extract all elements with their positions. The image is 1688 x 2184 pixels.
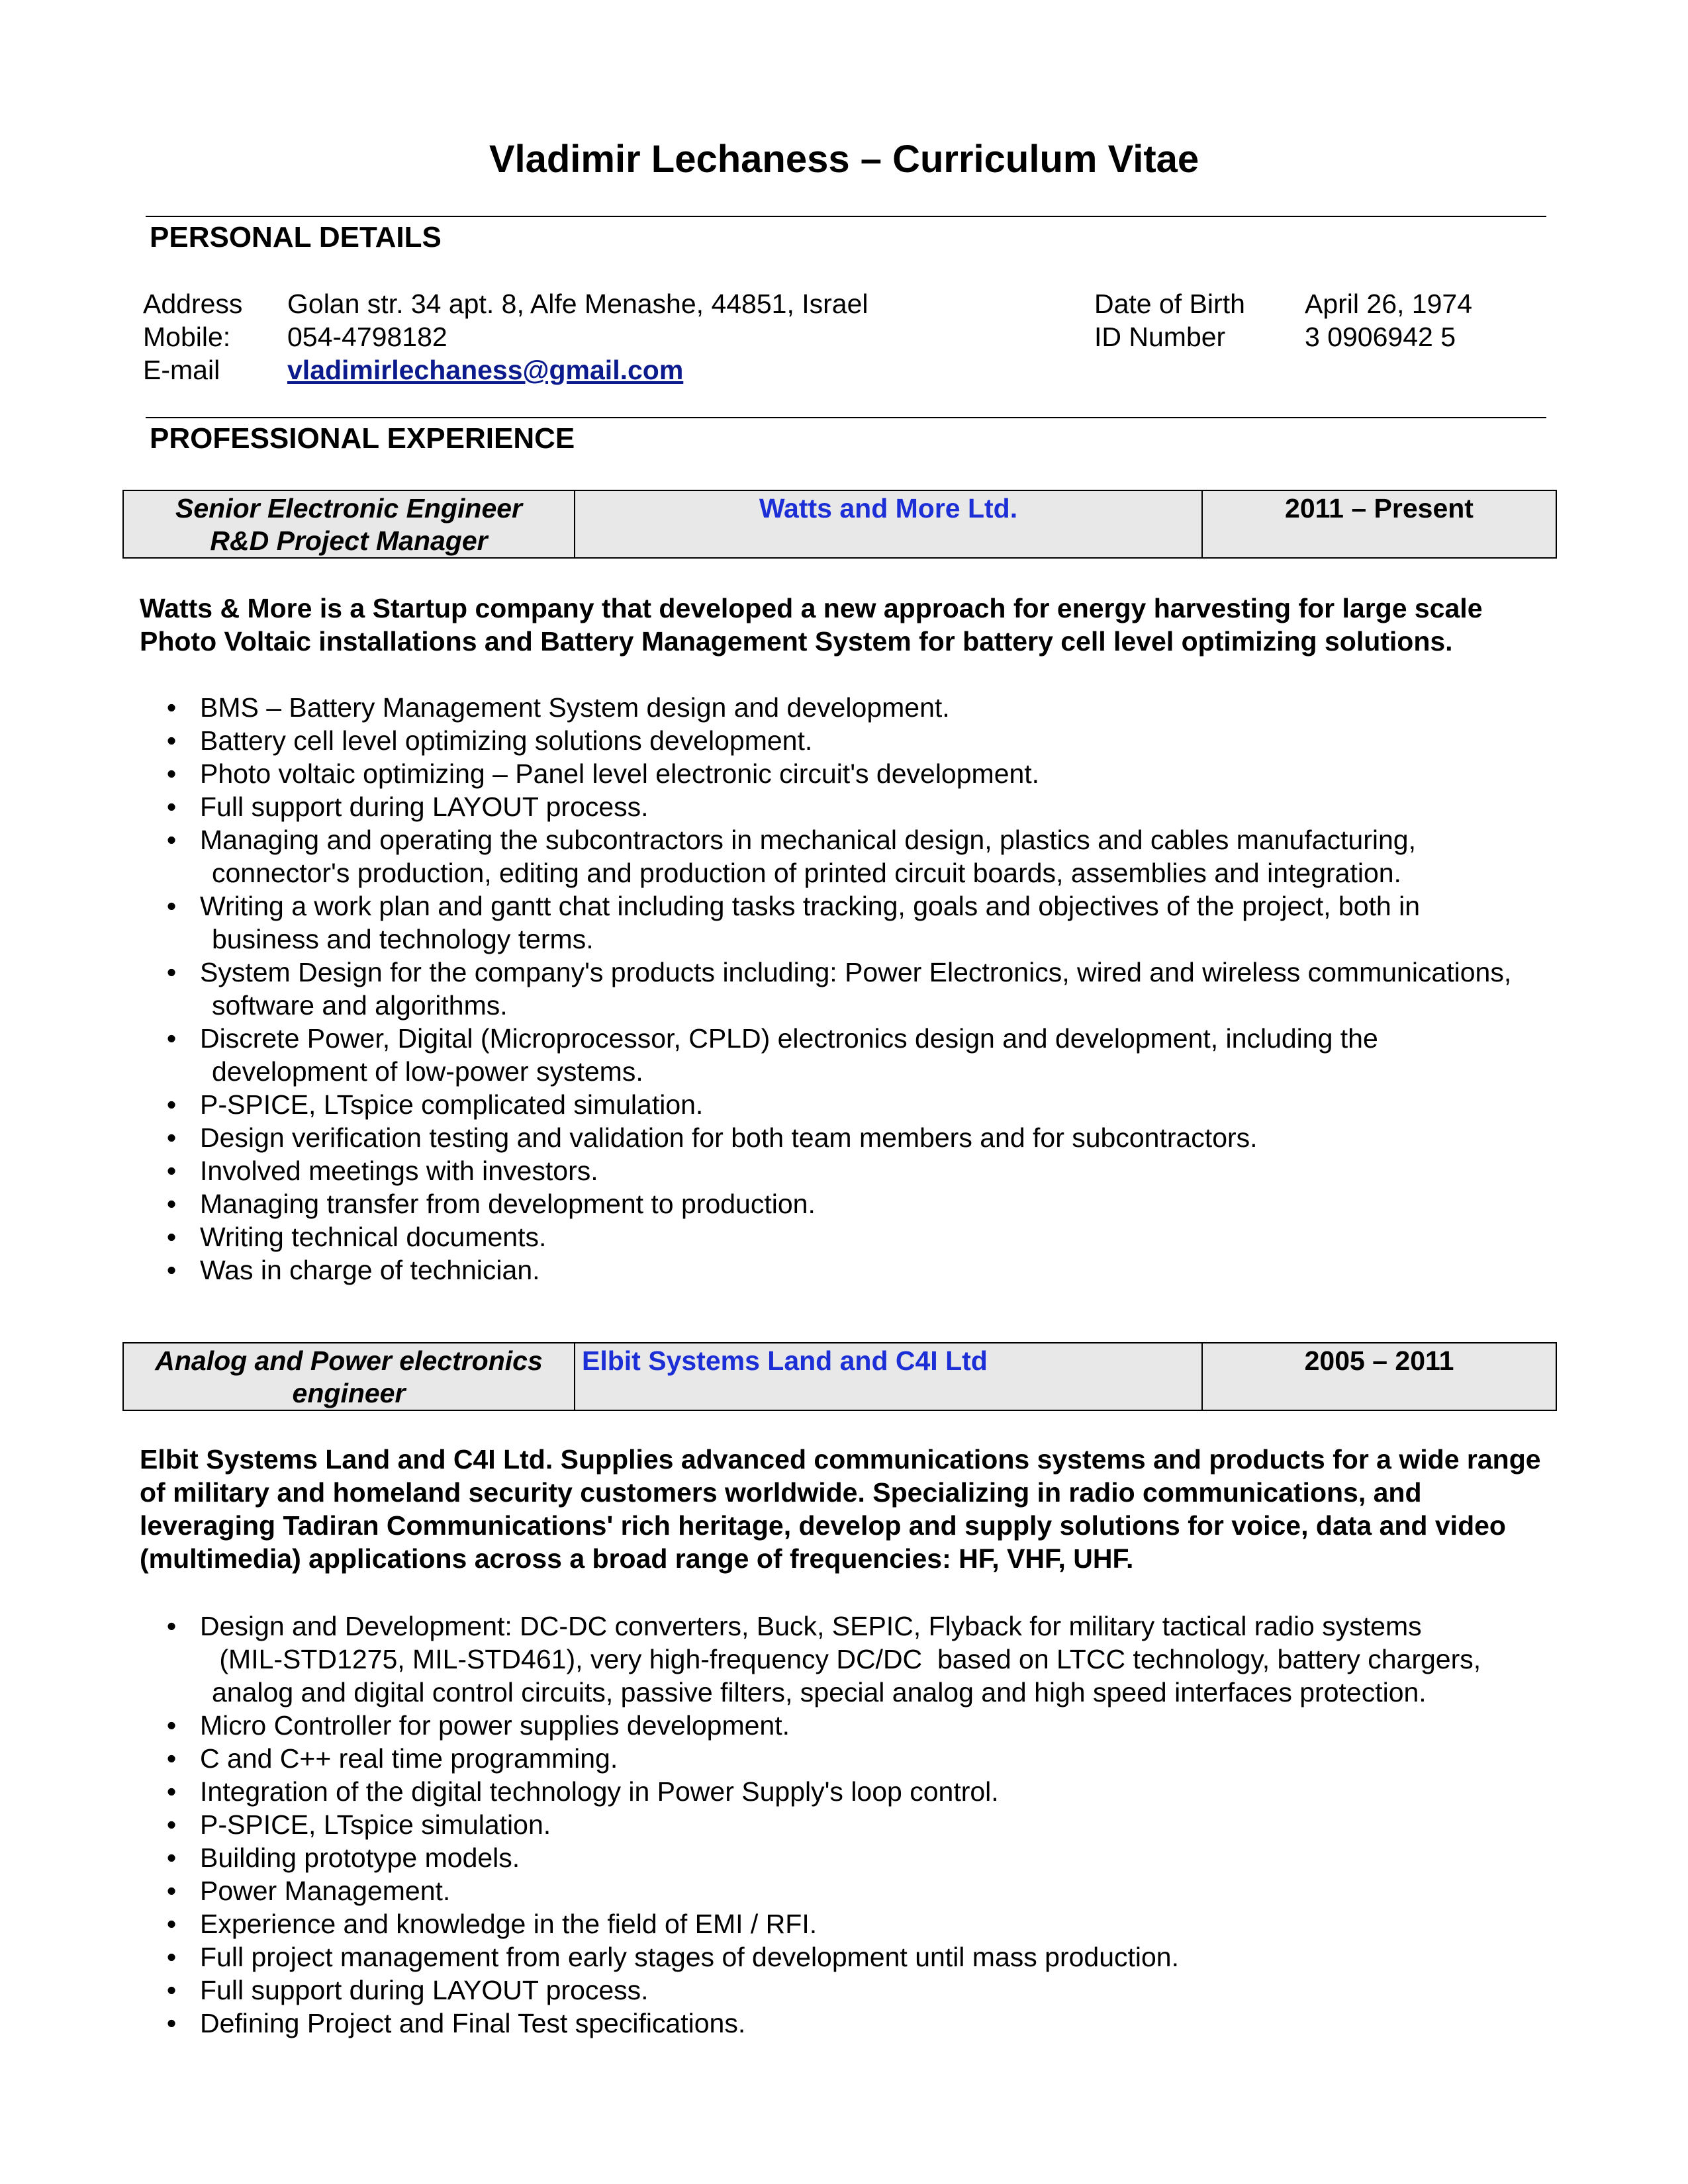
list-item	[159, 1775, 1556, 1808]
list-item-text: Involved meetings with investors.	[200, 1156, 598, 1186]
list-item-text: Managing and operating the subcontractors in mechanical design, plastics and cables manufacturing,	[200, 825, 1416, 855]
bullet-icon: •	[166, 792, 177, 822]
list-item	[159, 1187, 1556, 1220]
bullet-icon: •	[166, 725, 177, 756]
list-item	[159, 1088, 1556, 1121]
bullet-icon: •	[166, 1876, 177, 1906]
bullet-icon: •	[166, 692, 177, 723]
list-item-text: Design verification testing and validation for both team members and for subcontractors.	[200, 1122, 1258, 1153]
list-item-text: Integration of the digital technology in Power Supply's loop control.	[200, 1776, 999, 1807]
list-item	[159, 1841, 1556, 1874]
job-dates: 2005 – 2011	[1202, 1343, 1556, 1410]
list-item-text: BMS – Battery Management System design and development.	[200, 692, 950, 723]
list-item	[159, 889, 1556, 956]
job-bullet-list	[159, 1610, 1556, 2040]
bullet-icon: •	[166, 1843, 177, 1873]
job-header-table	[122, 490, 1557, 559]
list-item-text: P-SPICE, LTspice complicated simulation.	[200, 1089, 704, 1120]
dob-value: April 26, 1974	[1305, 289, 1473, 319]
list-item	[159, 1742, 1556, 1775]
list-item-text: Battery cell level optimizing solutions development.	[200, 725, 813, 756]
list-item	[159, 1808, 1556, 1841]
list-item-text: Experience and knowledge in the field of EMI / RFI.	[200, 1909, 818, 1939]
list-item-text: Full project management from early stages of development until mass production.	[200, 1942, 1180, 1972]
bullet-icon: •	[166, 1776, 177, 1807]
list-item-text-continued: software and algorithms.	[212, 990, 508, 1021]
dob-label: Date of Birth	[1094, 289, 1245, 319]
list-item-text: System Design for the company's products including: Power Electronics, wired and wireless communications,	[200, 957, 1512, 987]
job-bullet-list	[159, 691, 1556, 1287]
list-item-text: Writing a work plan and gantt chat including tasks tracking, goals and objectives of the project, both in	[200, 891, 1421, 921]
job-role-line: Senior Electronic Engineer	[175, 493, 523, 523]
list-item-text: Writing technical documents.	[200, 1222, 547, 1252]
list-item-text: Building prototype models.	[200, 1843, 520, 1873]
list-item	[159, 691, 1556, 724]
list-item	[159, 823, 1556, 889]
bullet-icon: •	[166, 2008, 177, 2038]
list-item	[159, 1121, 1556, 1154]
job-description: Elbit Systems Land and C4I Ltd. Supplies advanced communications systems and products for a wide range of military and homeland security customers worldwide. Specializing in radio communications, and leveraging Tadiran Communications' rich heritage, develop and supply solutions for voice, data and video (multimedia) applications across a broad range of frequencies: HF, VHF, UHF.	[140, 1444, 1541, 1574]
email-link[interactable]: vladimirlechaness@gmail.com	[287, 355, 684, 385]
list-item	[159, 1874, 1556, 1907]
email-label: E-mail	[143, 355, 220, 385]
list-item-text-continued: development of low-power systems.	[212, 1056, 643, 1087]
list-item	[159, 724, 1556, 757]
list-item	[159, 757, 1556, 790]
id-value: 3 0906942 5	[1305, 322, 1456, 352]
list-item	[159, 1907, 1556, 1940]
list-item-text: P-SPICE, LTspice simulation.	[200, 1809, 551, 1840]
list-item-text: Photo voltaic optimizing – Panel level electronic circuit's development.	[200, 758, 1040, 789]
bullet-icon: •	[166, 1255, 177, 1285]
list-item-text: Micro Controller for power supplies development.	[200, 1710, 790, 1741]
job-role	[123, 1343, 575, 1410]
job-header-table	[122, 1342, 1557, 1411]
section-divider	[146, 216, 1546, 217]
bullet-icon: •	[166, 758, 177, 789]
bullet-icon: •	[166, 1122, 177, 1153]
list-item	[159, 1940, 1556, 1974]
bullet-icon: •	[166, 825, 177, 855]
job-role-line: Analog and Power electronics	[155, 1345, 543, 1376]
bullet-icon: •	[166, 1909, 177, 1939]
list-item	[159, 1253, 1556, 1287]
bullet-icon: •	[166, 1023, 177, 1054]
list-item	[159, 1709, 1556, 1742]
bullet-icon: •	[166, 1222, 177, 1252]
list-item-text-continued: business and technology terms.	[212, 924, 594, 954]
list-item-text-continued: analog and digital control circuits, passive filters, special analog and high speed interfaces protection.	[212, 1677, 1427, 1707]
mobile-value: 054-4798182	[287, 322, 447, 352]
list-item-text: Power Management.	[200, 1876, 451, 1906]
list-item-text-continued: (MIL-STD1275, MIL-STD461), very high-frequency DC/DC based on LTCC technology, battery chargers,	[212, 1644, 1481, 1674]
bullet-icon: •	[166, 1743, 177, 1774]
address-value: Golan str. 34 apt. 8, Alfe Menashe, 44851, Israel	[287, 289, 868, 319]
list-item	[159, 1022, 1556, 1088]
job-role	[123, 490, 575, 558]
list-item-text-continued: connector's production, editing and production of printed circuit boards, assemblies and integration.	[212, 858, 1401, 888]
bullet-icon: •	[166, 1710, 177, 1741]
section-divider	[146, 417, 1546, 418]
list-item-text: Full support during LAYOUT process.	[200, 792, 649, 822]
list-item	[159, 1220, 1556, 1253]
section-heading-personal: PERSONAL DETAILS	[150, 221, 442, 253]
bullet-icon: •	[166, 1089, 177, 1120]
list-item	[159, 2007, 1556, 2040]
bullet-icon: •	[166, 957, 177, 987]
list-item-text: Managing transfer from development to production.	[200, 1189, 816, 1219]
list-item-text: Was in charge of technician.	[200, 1255, 540, 1285]
bullet-icon: •	[166, 1156, 177, 1186]
list-item-text: Design and Development: DC-DC converters, Buck, SEPIC, Flyback for military tactical radio systems	[200, 1611, 1422, 1641]
bullet-icon: •	[166, 891, 177, 921]
list-item-text: Full support during LAYOUT process.	[200, 1975, 649, 2005]
list-item-text: C and C++ real time programming.	[200, 1743, 618, 1774]
list-item	[159, 1974, 1556, 2007]
bullet-icon: •	[166, 1189, 177, 1219]
id-label: ID Number	[1094, 322, 1226, 352]
mobile-label: Mobile:	[143, 322, 231, 352]
job-company: Watts and More Ltd.	[575, 490, 1202, 558]
page-title: Vladimir Lechaness – Curriculum Vitae	[489, 138, 1199, 181]
list-item	[159, 1610, 1556, 1709]
bullet-icon: •	[166, 1942, 177, 1972]
job-company: Elbit Systems Land and C4I Ltd	[575, 1343, 1202, 1410]
bullet-icon: •	[166, 1975, 177, 2005]
job-description: Watts & More is a Startup company that developed a new approach for energy harvesting for large scale Photo Voltaic installations and Battery Management System for battery cell level optimizing solutions.	[140, 593, 1483, 657]
list-item	[159, 956, 1556, 1022]
list-item	[159, 1154, 1556, 1187]
job-role-line: R&D Project Manager	[210, 525, 488, 556]
job-role-line: engineer	[292, 1378, 406, 1408]
job-dates: 2011 – Present	[1202, 490, 1556, 558]
address-label: Address	[143, 289, 243, 319]
list-item-text: Discrete Power, Digital (Microprocessor, CPLD) electronics design and development, including the	[200, 1023, 1378, 1054]
bullet-icon: •	[166, 1809, 177, 1840]
section-heading-experience: PROFESSIONAL EXPERIENCE	[150, 422, 575, 455]
list-item	[159, 790, 1556, 823]
list-item-text: Defining Project and Final Test specifications.	[200, 2008, 746, 2038]
bullet-icon: •	[166, 1611, 177, 1641]
